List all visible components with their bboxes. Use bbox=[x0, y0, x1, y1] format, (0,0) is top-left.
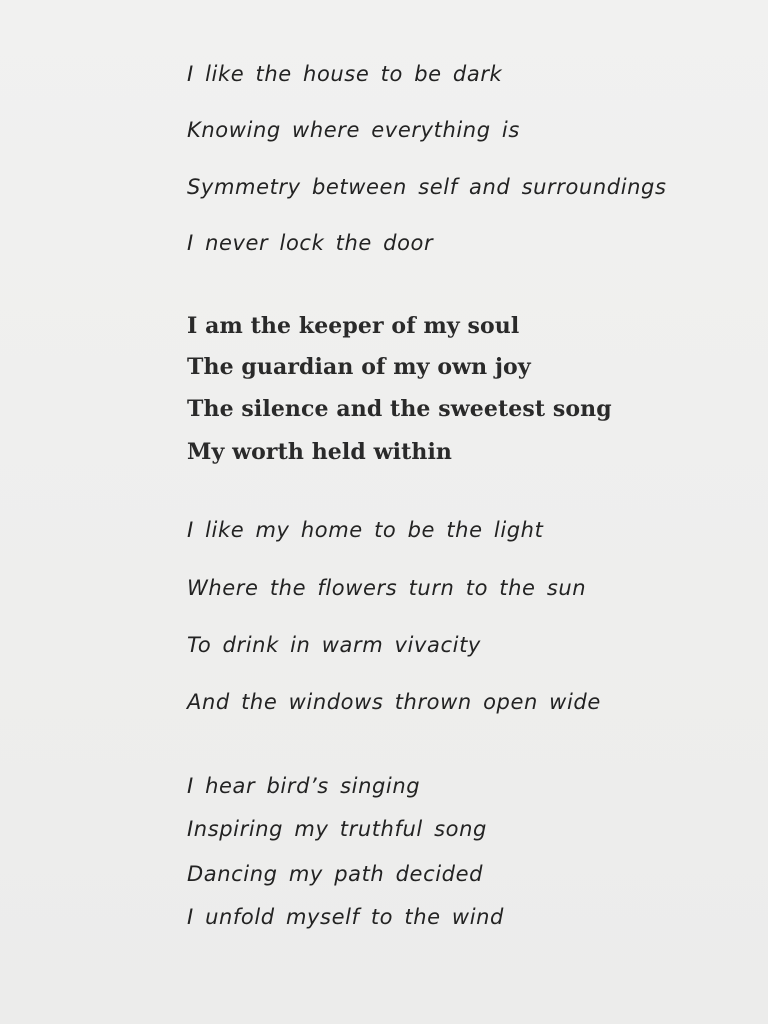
stanza4-line1: I hear bird’s singing bbox=[187, 774, 421, 798]
stanza3-line4: And the windows thrown open wide bbox=[187, 690, 601, 714]
stanza4-line4: I unfold myself to the wind bbox=[187, 905, 504, 929]
stanza4-line2: Inspiring my truthful song bbox=[187, 817, 487, 841]
stanza2-line3: The silence and the sweetest song bbox=[187, 396, 612, 422]
stanza2-line4: My worth held within bbox=[187, 439, 453, 465]
stanza4-line3: Dancing my path decided bbox=[187, 862, 484, 886]
stanza1-line2: Knowing where everything is bbox=[187, 118, 520, 142]
stanza1-line3: Symmetry between self and surroundings bbox=[187, 175, 667, 199]
stanza2-line2: The guardian of my own joy bbox=[187, 354, 531, 380]
stanza3-line1: I like my home to be the light bbox=[187, 518, 544, 542]
stanza3-line2: Where the flowers turn to the sun bbox=[187, 576, 587, 600]
stanza3-line3: To drink in warm vivacity bbox=[187, 633, 481, 657]
stanza1-line4: I never lock the door bbox=[187, 231, 434, 255]
stanza1-line1: I like the house to be dark bbox=[187, 62, 503, 86]
stanza2-line1: I am the keeper of my soul bbox=[187, 313, 520, 339]
